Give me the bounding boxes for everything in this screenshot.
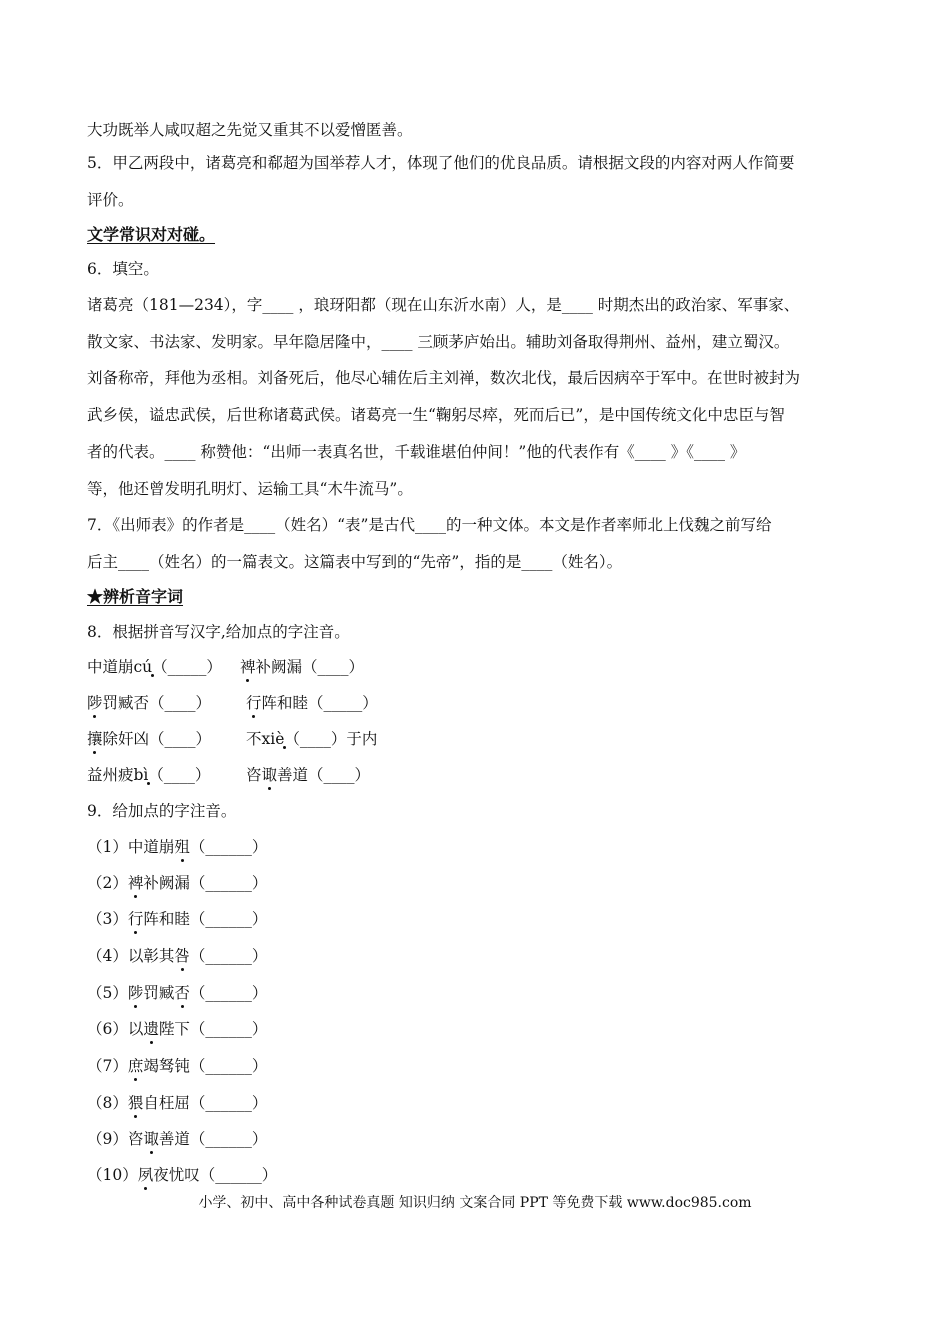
question-7: 7．《出师表》的作者是____（姓名）“表”是古代____的一种文体。本文是作者率师北上伐魏之前写给 xyxy=(87,516,772,534)
q8-item: 益州疲bì（____） xyxy=(87,766,211,784)
answer-blank[interactable]: （______） xyxy=(189,838,268,856)
q8-item: 陟罚臧否（____） xyxy=(87,691,211,713)
answer-blank[interactable]: （______） xyxy=(189,910,268,928)
answer-blank[interactable]: （______） xyxy=(189,1094,268,1112)
text-line: 等，他还曾发明孔明灯、运输工具“木牛流马”。 xyxy=(87,480,413,498)
page-footer: 小学、初中、高中各种试卷真题 知识归纳 文案合同 PPT 等免费下载 www.doc985.com xyxy=(198,1195,752,1211)
answer-blank[interactable]: （____） xyxy=(149,694,212,712)
text-line: 评价。 xyxy=(87,191,134,209)
text-line: 诸葛亮（181—234），字____ ，琅玡阳都（现在山东沂水南）人，是____ 时期杰出的政治家、军事家、 xyxy=(87,296,800,314)
answer-blank[interactable]: （_____） xyxy=(308,694,378,712)
q9-item: （4）以彰其咎（______） xyxy=(87,944,267,966)
text-line: 者的代表。____ 称赞他：“出师一表真名世，千载谁堪伯仲间！”他的代表作有《____ 》《____ 》 xyxy=(87,443,746,461)
text-line: 武乡侯，谥忠武侯，后世称诸葛武侯。诸葛亮一生“鞠躬尽瘁，死而后已”，是中国传统文化中忠臣与智 xyxy=(87,406,785,424)
question-5: 5．甲乙两段中，诸葛亮和郗超为国举荐人才，体现了他们的优良品质。请根据文段的内容对两人作简要 xyxy=(87,154,795,172)
q9-item: （10）夙夜忧叹（______） xyxy=(87,1163,277,1185)
q9-item: （2）裨补阙漏（______） xyxy=(87,871,267,893)
text-line: 散文家、书法家、发明家。早年隐居隆中，____ 三顾茅庐始出。辅助刘备取得荆州、益州，建立蜀汉。 xyxy=(87,333,790,351)
text-line: 大功既举人咸叹超之先觉又重其不以爱憎匿善。 xyxy=(87,121,413,139)
answer-blank[interactable]: （______） xyxy=(189,1130,268,1148)
answer-blank[interactable]: （______） xyxy=(189,1057,268,1075)
q9-item: （5）陟罚臧否（______） xyxy=(87,981,267,1003)
question-8: 8．根据拼音写汉字,给加点的字注音。 xyxy=(87,623,350,641)
q9-item: （6）以遗陛下（______） xyxy=(87,1017,267,1039)
answer-blank[interactable]: （______） xyxy=(189,1020,268,1038)
question-9: 9．给加点的字注音。 xyxy=(87,802,237,820)
q9-item: （8）猥自枉屈（______） xyxy=(87,1091,267,1113)
answer-blank[interactable]: （____） xyxy=(302,658,365,676)
answer-blank[interactable]: （____）于内 xyxy=(284,730,378,748)
answer-blank[interactable]: （____） xyxy=(308,766,371,784)
q9-item: （1）中道崩殂（______） xyxy=(87,835,267,857)
question-6: 6．填空。 xyxy=(87,260,159,278)
answer-blank[interactable]: （______） xyxy=(189,947,268,965)
text-line: 后主____（姓名）的一篇表文。这篇表中写到的“先帝”，指的是____（姓名）。 xyxy=(87,553,623,571)
answer-blank[interactable]: （____） xyxy=(148,766,211,784)
answer-blank[interactable]: （______） xyxy=(199,1166,278,1184)
q9-item: （3）行阵和睦（______） xyxy=(87,907,267,929)
q8-item: 攘除奸凶（____） xyxy=(87,727,211,749)
section-heading-literature: 文学常识对对碰。 xyxy=(87,225,216,244)
q8-item: 咨诹善道（____） xyxy=(246,763,370,785)
q8-item: 中道崩cú（_____） xyxy=(87,658,222,676)
q8-item: 行阵和睦（_____） xyxy=(246,691,378,713)
section-heading-pronunciation: ★辨析音字词 xyxy=(87,587,184,606)
q8-item: 裨补阙漏（____） xyxy=(240,655,364,677)
answer-blank[interactable]: （_____） xyxy=(152,658,222,676)
text-line: 刘备称帝，拜他为丞相。刘备死后，他尽心辅佐后主刘禅，数次北伐，最后因病卒于军中。在世时被封为 xyxy=(87,369,801,387)
answer-blank[interactable]: （____） xyxy=(149,730,212,748)
q9-item: （9）咨诹善道（______） xyxy=(87,1127,267,1149)
answer-blank[interactable]: （______） xyxy=(189,984,268,1002)
q8-item: 不xiè（____）于内 xyxy=(246,730,378,748)
answer-blank[interactable]: （______） xyxy=(189,874,268,892)
q9-item: （7）庶竭驽钝（______） xyxy=(87,1054,267,1076)
